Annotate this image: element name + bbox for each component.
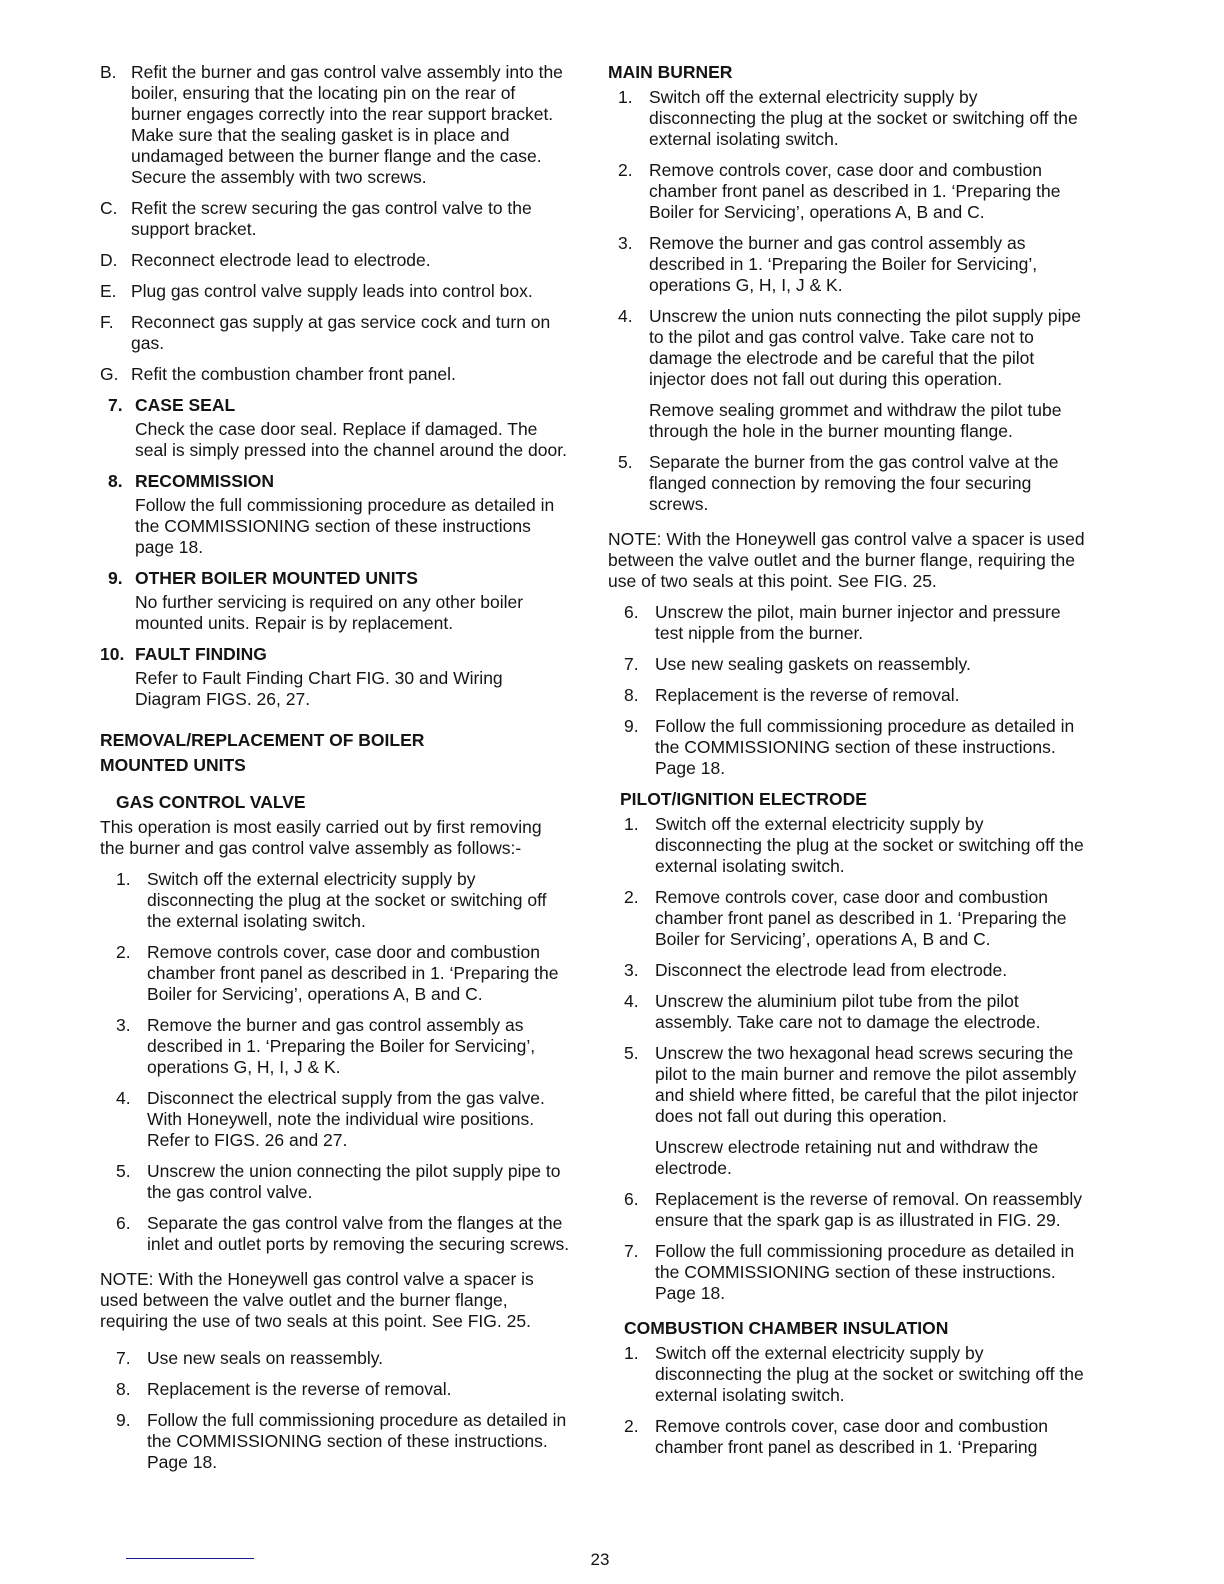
- section-title: CASE SEAL: [135, 395, 236, 415]
- list-item-label: 2.: [624, 1416, 639, 1436]
- main-burner-steps: [608, 87, 1086, 515]
- list-item-label: G.: [100, 364, 119, 384]
- list-item-text: [649, 452, 1086, 515]
- left-column: [100, 62, 570, 1483]
- removal-heading-line-1: REMOVAL/REPLACEMENT OF BOILER: [100, 730, 425, 750]
- list-item: [116, 1161, 570, 1203]
- list-item-label: 9.: [116, 1410, 131, 1430]
- list-item-text: Follow the full commissioning procedure as detailed in the COMMISSIONING section of these instructions. Page 18.: [147, 1410, 567, 1472]
- list-item-paragraph: Unscrew the pilot, main burner injector and pressure test nipple from the burner.: [655, 602, 1061, 643]
- section-title: OTHER BOILER MOUNTED UNITS: [135, 568, 418, 588]
- list-item-text: Unscrew the union connecting the pilot supply pipe to the gas control valve.: [147, 1161, 561, 1202]
- list-item-paragraph: Follow the full commissioning procedure as detailed in the COMMISSIONING section of these instructions. Page 18.: [655, 716, 1075, 778]
- list-item-text: [655, 654, 1086, 675]
- section-item: [108, 568, 570, 634]
- list-item: [618, 160, 1086, 223]
- list-item-label: 2.: [618, 160, 633, 180]
- list-item: [624, 1241, 1086, 1304]
- list-item-paragraph: Separate the burner from the gas control valve at the flanged connection by removing the four securing screws.: [649, 452, 1059, 514]
- insulation-heading: COMBUSTION CHAMBER INSULATION: [624, 1318, 949, 1338]
- list-item-label: 7.: [624, 654, 639, 674]
- section-content: [135, 568, 570, 634]
- list-item-paragraph: Replacement is the reverse of removal. On reassembly ensure that the spark gap is as illustrated in FIG. 29.: [655, 1189, 1082, 1230]
- list-item: [100, 198, 570, 240]
- list-item-text: [649, 306, 1086, 442]
- list-item: [624, 814, 1086, 877]
- section-body: Check the case door seal. Replace if damaged. The seal is simply pressed into the channel around the door.: [135, 419, 567, 460]
- list-item-label: 6.: [624, 1189, 639, 1209]
- list-item-paragraph: Remove sealing grommet and withdraw the pilot tube through the hole in the burner mounting flange.: [649, 400, 1062, 441]
- list-item: [618, 306, 1086, 442]
- list-item-text: [655, 716, 1086, 779]
- list-item-paragraph: Replacement is the reverse of removal.: [655, 685, 960, 705]
- list-item-label: 4.: [624, 991, 639, 1011]
- list-item-label: 3.: [116, 1015, 131, 1035]
- list-item-paragraph: Remove controls cover, case door and combustion chamber front panel as described in 1. ‘Preparing: [655, 1416, 1048, 1457]
- list-item: [116, 1213, 570, 1255]
- list-item-text: Remove the burner and gas control assembly as described in 1. ‘Preparing the Boiler for Servicing’, operations G, H, I, J & K.: [147, 1015, 536, 1077]
- list-item: [100, 250, 570, 271]
- list-item: [100, 364, 570, 385]
- gas-control-valve-heading: GAS CONTROL VALVE: [116, 792, 306, 812]
- list-item-paragraph: Remove controls cover, case door and combustion chamber front panel as described in 1. ‘Preparing the Boiler for Servicing’, operations A, B and C.: [649, 160, 1061, 222]
- list-item-text: [655, 814, 1086, 877]
- list-item-label: 6.: [624, 602, 639, 622]
- list-item-paragraph: Unscrew electrode retaining nut and withdraw the electrode.: [655, 1137, 1039, 1178]
- gas-control-valve-steps: [100, 869, 570, 1255]
- list-item-label: C.: [100, 198, 118, 218]
- list-item-paragraph: Use new sealing gaskets on reassembly.: [655, 654, 971, 674]
- list-item-paragraph: Unscrew the union nuts connecting the pilot supply pipe to the pilot and gas control valve. Take care not to damage the electrode and be careful that the pilot injector does not fall out during this operation.: [649, 306, 1081, 389]
- list-item: [116, 1410, 570, 1473]
- list-item-paragraph: Switch off the external electricity supply by disconnecting the plug at the socket or switching off the external isolating switch.: [655, 1343, 1084, 1405]
- list-item-paragraph: Follow the full commissioning procedure as detailed in the COMMISSIONING section of these instructions. Page 18.: [655, 1241, 1075, 1303]
- section-content: [135, 644, 570, 710]
- list-item-label: 1.: [624, 814, 639, 834]
- list-item: [116, 869, 570, 932]
- list-item-text: [649, 160, 1086, 223]
- gas-control-valve-steps-2: [100, 1348, 570, 1473]
- list-item: [116, 1088, 570, 1151]
- list-item-paragraph: Disconnect the electrode lead from electrode.: [655, 960, 1008, 980]
- section-number: 7.: [108, 395, 123, 415]
- list-item-label: D.: [100, 250, 118, 270]
- list-item-paragraph: Switch off the external electricity supply by disconnecting the plug at the socket or switching off the external isolating switch.: [655, 814, 1084, 876]
- list-item-text: Replacement is the reverse of removal.: [147, 1379, 452, 1399]
- right-note: NOTE: With the Honeywell gas control valve a spacer is used between the valve outlet and the burner flange, requiring the use of two seals at this point. See FIG. 25.: [608, 529, 1085, 591]
- list-item-text: [655, 991, 1086, 1033]
- list-item: [116, 942, 570, 1005]
- list-item-label: 5.: [116, 1161, 131, 1181]
- list-item: [624, 685, 1086, 706]
- list-item-label: 1.: [116, 869, 131, 889]
- list-item-label: 8.: [116, 1379, 131, 1399]
- list-item-label: 3.: [624, 960, 639, 980]
- list-item-text: [655, 960, 1086, 981]
- list-item: [624, 1416, 1086, 1458]
- section-item: [108, 471, 570, 558]
- list-item-label: 2.: [624, 887, 639, 907]
- main-burner-heading: MAIN BURNER: [608, 62, 733, 82]
- section-body: No further servicing is required on any other boiler mounted units. Repair is by replacement.: [135, 592, 524, 633]
- main-burner-steps-2: [608, 602, 1086, 779]
- list-item-text: Refit the burner and gas control valve assembly into the boiler, ensuring that the locating pin on the rear of burner engages correctly into the rear support bracket. Make sure that the sealing gasket is in place and undamaged between the burner flange and the case. Secure the assembly with two screws.: [131, 62, 563, 187]
- list-item-text: Reconnect electrode lead to electrode.: [131, 250, 431, 270]
- reassembly-steps: [100, 62, 570, 385]
- list-item: [624, 991, 1086, 1033]
- list-item-text: [655, 1043, 1086, 1179]
- gas-control-valve-heading-wrap: [100, 792, 570, 813]
- list-item-text: Remove controls cover, case door and combustion chamber front panel as described in 1. ‘Preparing the Boiler for Servicing’, operations A, B and C.: [147, 942, 559, 1004]
- list-item-label: 1.: [618, 87, 633, 107]
- list-item-paragraph: Remove the burner and gas control assembly as described in 1. ‘Preparing the Boiler for Servicing’, operations G, H, I, J & K.: [649, 233, 1038, 295]
- list-item-paragraph: Switch off the external electricity supply by disconnecting the plug at the socket or switching off the external isolating switch.: [649, 87, 1078, 149]
- list-item-label: 4.: [116, 1088, 131, 1108]
- section-title: RECOMMISSION: [135, 471, 275, 491]
- section-number: 10.: [100, 644, 125, 664]
- list-item-text: [655, 1241, 1086, 1304]
- left-note: NOTE: With the Honeywell gas control valve a spacer is used between the valve outlet and the burner flange, requiring the use of two seals at this point. See FIG. 25.: [100, 1269, 534, 1331]
- list-item-text: [655, 685, 1086, 706]
- list-item-paragraph: Unscrew the two hexagonal head screws securing the pilot to the main burner and remove the pilot assembly and shield where fitted, be careful that the pilot injector does not fall out during this operation.: [655, 1043, 1079, 1126]
- list-item-label: 6.: [116, 1213, 131, 1233]
- list-item-text: Refit the combustion chamber front panel.: [131, 364, 456, 384]
- list-item: [624, 960, 1086, 981]
- list-item-label: 9.: [624, 716, 639, 736]
- list-item-label: 5.: [618, 452, 633, 472]
- list-item-text: [655, 602, 1086, 644]
- list-item-text: Plug gas control valve supply leads into control box.: [131, 281, 533, 301]
- list-item: [116, 1348, 570, 1369]
- section-number: 8.: [108, 471, 123, 491]
- numbered-sections: [100, 395, 570, 710]
- list-item-label: 2.: [116, 942, 131, 962]
- list-item-label: 5.: [624, 1043, 639, 1063]
- list-item-label: 8.: [624, 685, 639, 705]
- list-item-label: 1.: [624, 1343, 639, 1363]
- list-item-text: [655, 1189, 1086, 1231]
- list-item: [624, 602, 1086, 644]
- insulation-steps: [608, 1343, 1086, 1458]
- list-item-label: B.: [100, 62, 117, 82]
- list-item-label: E.: [100, 281, 117, 301]
- list-item-text: Separate the gas control valve from the flanges at the inlet and outlet ports by removing the securing screws.: [147, 1213, 570, 1254]
- list-item: [116, 1379, 570, 1400]
- list-item-text: Refit the screw securing the gas control valve to the support bracket.: [131, 198, 532, 239]
- list-item-text: Switch off the external electricity supply by disconnecting the plug at the socket or switching off the external isolating switch.: [147, 869, 547, 931]
- removal-heading-line-2: MOUNTED UNITS: [100, 755, 246, 775]
- list-item-text: Use new seals on reassembly.: [147, 1348, 384, 1368]
- list-item: [100, 281, 570, 302]
- list-item: [624, 716, 1086, 779]
- list-item-label: 4.: [618, 306, 633, 326]
- removal-heading-block: [100, 730, 570, 776]
- list-item-label: 7.: [116, 1348, 131, 1368]
- list-item-paragraph: Remove controls cover, case door and combustion chamber front panel as described in 1. ‘Preparing the Boiler for Servicing’, operations A, B and C.: [655, 887, 1067, 949]
- pilot-electrode-steps: [608, 814, 1086, 1304]
- gas-control-valve-intro: This operation is most easily carried out by first removing the burner and gas control valve assembly as follows:-: [100, 817, 542, 858]
- list-item-text: [649, 87, 1086, 150]
- list-item: [624, 1343, 1086, 1406]
- list-item: [624, 887, 1086, 950]
- list-item: [100, 62, 570, 188]
- list-item: [624, 1189, 1086, 1231]
- list-item: [618, 87, 1086, 150]
- section-body: Refer to Fault Finding Chart FIG. 30 and Wiring Diagram FIGS. 26, 27.: [135, 668, 503, 709]
- list-item: [618, 233, 1086, 296]
- list-item-text: [655, 887, 1086, 950]
- section-content: [135, 471, 570, 558]
- list-item-paragraph: Unscrew the aluminium pilot tube from the pilot assembly. Take care not to damage the electrode.: [655, 991, 1041, 1032]
- list-item-label: 7.: [624, 1241, 639, 1261]
- list-item: [116, 1015, 570, 1078]
- list-item-text: [655, 1343, 1086, 1406]
- section-number: 9.: [108, 568, 123, 588]
- footer-rule: [126, 1558, 254, 1559]
- section-item: [100, 644, 570, 710]
- list-item: [624, 1043, 1086, 1179]
- pilot-electrode-heading: PILOT/IGNITION ELECTRODE: [620, 789, 867, 809]
- list-item: [624, 654, 1086, 675]
- list-item-label: F.: [100, 312, 114, 332]
- page-number: 23: [590, 1550, 610, 1569]
- list-item-text: [649, 233, 1086, 296]
- section-item: [108, 395, 570, 461]
- section-body: Follow the full commissioning procedure as detailed in the COMMISSIONING section of these instructions page 18.: [135, 495, 555, 557]
- list-item-text: [655, 1416, 1086, 1458]
- right-column: [608, 62, 1086, 1468]
- section-title: FAULT FINDING: [135, 644, 267, 664]
- list-item-text: Disconnect the electrical supply from the gas valve. With Honeywell, note the individual wire positions. Refer to FIGS. 26 and 27.: [147, 1088, 545, 1150]
- list-item-text: Reconnect gas supply at gas service cock and turn on gas.: [131, 312, 551, 353]
- list-item-label: 3.: [618, 233, 633, 253]
- section-content: [135, 395, 570, 461]
- list-item: [100, 312, 570, 354]
- list-item: [618, 452, 1086, 515]
